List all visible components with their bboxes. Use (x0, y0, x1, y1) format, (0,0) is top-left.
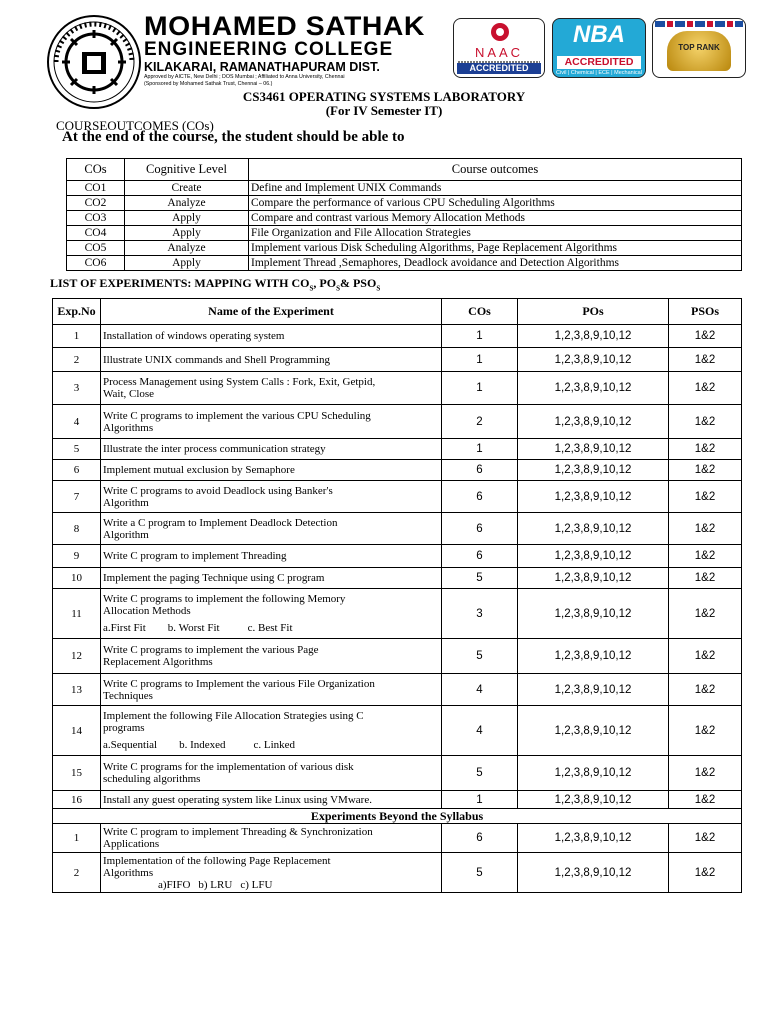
experiment-name-line: Write C programs for the implementation of various disk (103, 761, 354, 773)
exp-psos: 1&2 (669, 405, 742, 439)
table-row (53, 439, 742, 460)
exp-psos: 1&2 (669, 639, 742, 674)
experiment-name-line: Write C programs to implement the various Page (103, 644, 319, 656)
exp-number: 5 (53, 439, 101, 460)
experiment-option: a.Sequential (103, 739, 158, 751)
experiment-name (101, 568, 442, 589)
experiment-name-line: Install any guest operating system like Linux using VMware. (103, 793, 372, 806)
exp-co: 6 (442, 481, 518, 513)
table-row (53, 706, 742, 756)
experiment-name (101, 405, 442, 439)
exp-co: 1 (442, 348, 518, 372)
exp-psos: 1&2 (669, 513, 742, 545)
course-outcome: Define and Implement UNIX Commands (249, 181, 742, 196)
experiment-name (101, 639, 442, 674)
exp-psos: 1&2 (669, 439, 742, 460)
experiment-name-line: Write C programs to Implement the various File Organization (103, 677, 375, 690)
experiment-name (101, 824, 442, 853)
co-code: CO3 (67, 211, 125, 226)
experiment-name-line: Write C programs to avoid Deadlock using Banker's (103, 484, 333, 497)
table-row (67, 256, 742, 271)
college-name: MOHAMED SATHAK (144, 11, 425, 41)
experiment-name-line: Implement the following File Allocation Strategies using C (103, 710, 364, 722)
college-approval: Approved by AICTE, New Delhi ; DOS Mumbai ; Affiliated to Anna University, Chennai (144, 74, 345, 80)
table-row (53, 348, 742, 372)
experiments-table (52, 298, 742, 893)
college-sponsor: (Sponsored by Mohamed Sathak Trust, Chennai – 06.) (144, 81, 273, 87)
experiment-name-line: Algorithms (103, 866, 154, 879)
experiment-option: a)FIFO (158, 878, 191, 891)
table-header-row (53, 299, 742, 325)
nba-departments: Civil | Chemical | ECE | Mechanical (556, 70, 642, 76)
exp-number: 15 (53, 756, 101, 791)
header-psos: PSOs (669, 299, 742, 325)
exp-number: 9 (53, 545, 101, 568)
nba-accredited-label: ACCREDITED (557, 56, 641, 69)
experiment-name-line: Implement the paging Technique using C program (103, 572, 325, 584)
exp-psos: 1&2 (669, 674, 742, 706)
experiment-name (101, 545, 442, 568)
experiment-name-line: Algorithm (103, 528, 149, 541)
exp-pos: 1,2,3,8,9,10,12 (518, 756, 669, 791)
ranking-badge (652, 18, 746, 78)
experiment-option: c. Linked (253, 739, 296, 751)
exp-psos: 1&2 (669, 348, 742, 372)
experiment-name (101, 460, 442, 481)
exp-number: 16 (53, 791, 101, 809)
course-outcome: Compare and contrast various Memory Allocation Methods (249, 211, 742, 226)
outcomes-intro: At the end of the course, the student should be able to (62, 129, 405, 145)
exp-co: 4 (442, 674, 518, 706)
co-code: CO2 (67, 196, 125, 211)
exp-pos: 1,2,3,8,9,10,12 (518, 589, 669, 639)
header-pos: POs (518, 299, 669, 325)
experiment-option: a.First Fit (103, 622, 146, 634)
experiment-name-line: Write C program to implement Threading (103, 550, 287, 562)
exp-co: 1 (442, 791, 518, 809)
exp-number: 3 (53, 372, 101, 405)
naac-accreditation-badge (453, 18, 545, 78)
exp-number: 13 (53, 674, 101, 706)
exp-co: 4 (442, 706, 518, 756)
cognitive-level: Analyze (125, 196, 249, 211)
table-row (53, 853, 742, 893)
header-experiment-name: Name of the Experiment (101, 299, 442, 325)
exp-pos: 1,2,3,8,9,10,12 (518, 791, 669, 809)
exp-co: 6 (442, 460, 518, 481)
table-row (53, 568, 742, 589)
exp-pos: 1,2,3,8,9,10,12 (518, 513, 669, 545)
exp-psos: 1&2 (669, 706, 742, 756)
exp-co: 6 (442, 545, 518, 568)
table-row (53, 756, 742, 791)
experiment-name-line: Algorithms (103, 421, 154, 434)
experiment-option: c. Best Fit (247, 622, 293, 634)
experiment-name-line: programs (103, 722, 145, 734)
experiments-heading: LIST OF EXPERIMENTS: MAPPING WITH $CO_S$, $PO_S\&$ $PSO_S$ (50, 276, 381, 293)
table-row (67, 226, 742, 241)
experiment-name (101, 589, 442, 639)
course-outcome: File Organization and File Allocation Strategies (249, 226, 742, 241)
exp-number: 14 (53, 706, 101, 756)
course-outcome: Compare the performance of various CPU Scheduling Algorithms (249, 196, 742, 211)
experiment-name-line: Installation of windows operating system (103, 330, 285, 342)
co-code: CO1 (67, 181, 125, 196)
exp-number: 2 (53, 348, 101, 372)
experiment-name (101, 674, 442, 706)
cognitive-level: Apply (125, 256, 249, 271)
exp-psos: 1&2 (669, 481, 742, 513)
table-row (53, 824, 742, 853)
naac-emblem-icon (490, 22, 510, 42)
course-outcome: Implement various Disk Scheduling Algorithms, Page Replacement Algorithms (249, 241, 742, 256)
exp-psos: 1&2 (669, 791, 742, 809)
exp-co: 5 (442, 756, 518, 791)
experiment-name-line: Applications (103, 838, 160, 850)
exp-pos: 1,2,3,8,9,10,12 (518, 824, 669, 853)
header-cognitive-level: Cognitive Level (125, 159, 249, 181)
exp-co: 3 (442, 589, 518, 639)
exp-psos: 1&2 (669, 589, 742, 639)
exp-pos: 1,2,3,8,9,10,12 (518, 706, 669, 756)
nba-accreditation-badge (552, 18, 646, 78)
experiment-name-line: Write C programs to implement the various CPU Scheduling (103, 409, 371, 422)
experiment-name-line: scheduling algorithms (103, 773, 201, 785)
exp-pos: 1,2,3,8,9,10,12 (518, 405, 669, 439)
exp-pos: 1,2,3,8,9,10,12 (518, 325, 669, 348)
exp-psos: 1&2 (669, 460, 742, 481)
exp-psos: 1&2 (669, 756, 742, 791)
college-title-block (144, 12, 440, 96)
table-row (53, 481, 742, 513)
exp-number: 4 (53, 405, 101, 439)
exp-psos: 1&2 (669, 545, 742, 568)
exp-pos: 1,2,3,8,9,10,12 (518, 639, 669, 674)
table-row (67, 181, 742, 196)
course-outcomes-heading: COURSEOUTCOMES (COs) (56, 118, 214, 133)
experiment-name-line: Write a C program to Implement Deadlock Detection (103, 516, 338, 529)
experiment-name (101, 372, 442, 405)
exp-pos: 1,2,3,8,9,10,12 (518, 372, 669, 405)
exp-co: 5 (442, 853, 518, 893)
cognitive-level: Apply (125, 211, 249, 226)
co-code: CO6 (67, 256, 125, 271)
experiment-name-line: Write C program to implement Threading & Synchronization (103, 826, 373, 838)
experiment-name (101, 706, 442, 756)
exp-pos: 1,2,3,8,9,10,12 (518, 439, 669, 460)
exp-psos: 1&2 (669, 824, 742, 853)
exp-co: 1 (442, 439, 518, 460)
exp-co: 5 (442, 568, 518, 589)
table-row (53, 372, 742, 405)
table-row (53, 791, 742, 809)
beyond-syllabus-row (53, 809, 742, 824)
experiment-name-line: Techniques (103, 689, 153, 702)
exp-number: 7 (53, 481, 101, 513)
table-row (67, 211, 742, 226)
experiment-name-line: Process Management using System Calls : Fork, Exit, Getpid, (103, 376, 376, 388)
exp-number: 12 (53, 639, 101, 674)
experiment-option: b. Worst Fit (167, 622, 220, 634)
experiment-name (101, 348, 442, 372)
experiment-option: c) LFU (240, 878, 273, 891)
experiment-name-line: Illustrate UNIX commands and Shell Programming (103, 353, 330, 366)
experiment-option: b) LRU (198, 878, 233, 891)
exp-psos: 1&2 (669, 325, 742, 348)
exp-pos: 1,2,3,8,9,10,12 (518, 853, 669, 893)
exp-number: 6 (53, 460, 101, 481)
course-outcomes-table (66, 158, 742, 271)
exp-co: 2 (442, 405, 518, 439)
exp-pos: 1,2,3,8,9,10,12 (518, 545, 669, 568)
experiment-name (101, 439, 442, 460)
table-row (53, 513, 742, 545)
experiment-name (101, 756, 442, 791)
cognitive-level: Apply (125, 226, 249, 241)
naac-accredited-label: ACCREDITED (457, 63, 541, 74)
exp-pos: 1,2,3,8,9,10,12 (518, 481, 669, 513)
table-row (53, 639, 742, 674)
experiment-name-line: Write C programs to implement the following Memory (103, 593, 346, 605)
table-row (53, 405, 742, 439)
header-cos: COs (442, 299, 518, 325)
exp-pos: 1,2,3,8,9,10,12 (518, 674, 669, 706)
header-course-outcomes: Course outcomes (249, 159, 742, 181)
co-code: CO4 (67, 226, 125, 241)
cognitive-level: Create (125, 181, 249, 196)
experiment-name (101, 481, 442, 513)
exp-co: 6 (442, 513, 518, 545)
experiment-name-line: Algorithm (103, 496, 149, 509)
experiment-option: b. Indexed (179, 739, 226, 751)
exp-co: 1 (442, 325, 518, 348)
experiment-name (101, 513, 442, 545)
header-exp-no: Exp.No (53, 299, 101, 325)
course-outcome: Implement Thread ,Semaphores, Deadlock avoidance and Detection Algorithms (249, 256, 742, 271)
table-row (53, 674, 742, 706)
cognitive-level: Analyze (125, 241, 249, 256)
exp-number: 2 (53, 853, 101, 893)
table-row (53, 460, 742, 481)
experiment-name-line: Replacement Algorithms (103, 656, 213, 668)
exp-co: 6 (442, 824, 518, 853)
college-subtitle: ENGINEERING COLLEGE (144, 39, 394, 60)
table-row (67, 196, 742, 211)
experiment-name-line: Implementation of the following Page Replacement (103, 854, 331, 867)
exp-co: 5 (442, 639, 518, 674)
exp-number: 10 (53, 568, 101, 589)
experiment-name-line: Implement mutual exclusion by Semaphore (103, 464, 295, 476)
co-code: CO5 (67, 241, 125, 256)
header-cos: COs (67, 159, 125, 181)
exp-psos: 1&2 (669, 853, 742, 893)
table-row (53, 589, 742, 639)
exp-pos: 1,2,3,8,9,10,12 (518, 460, 669, 481)
exp-co: 1 (442, 372, 518, 405)
experiment-name (101, 325, 442, 348)
exp-number: 1 (53, 325, 101, 348)
nba-title: NBA (573, 21, 625, 48)
experiment-name-line: Illustrate the inter process communication strategy (103, 443, 326, 455)
experiment-name-line: Wait, Close (103, 388, 155, 400)
exp-psos: 1&2 (669, 568, 742, 589)
table-row (67, 241, 742, 256)
experiment-name-line: Allocation Methods (103, 605, 191, 617)
exp-pos: 1,2,3,8,9,10,12 (518, 568, 669, 589)
exp-number: 1 (53, 824, 101, 853)
course-title: CS3461 OPERATING SYSTEMS LABORATORY (242, 89, 526, 104)
table-row (53, 325, 742, 348)
exp-number: 11 (53, 589, 101, 639)
exp-pos: 1,2,3,8,9,10,12 (518, 348, 669, 372)
table-row (53, 545, 742, 568)
experiment-name (101, 853, 442, 893)
beyond-syllabus-heading: Experiments Beyond the Syllabus (53, 809, 742, 824)
experiment-name (101, 791, 442, 809)
exp-psos: 1&2 (669, 372, 742, 405)
table-header-row (67, 159, 742, 181)
ranking-title: TOP RANK (678, 43, 720, 52)
naac-title: NAAC (474, 45, 524, 60)
exp-number: 8 (53, 513, 101, 545)
ranking-logos-strip (655, 21, 743, 27)
college-location: KILAKARAI, RAMANATHAPURAM DIST. (144, 60, 380, 74)
semester-label: (For IV Semester IT) (325, 103, 443, 118)
